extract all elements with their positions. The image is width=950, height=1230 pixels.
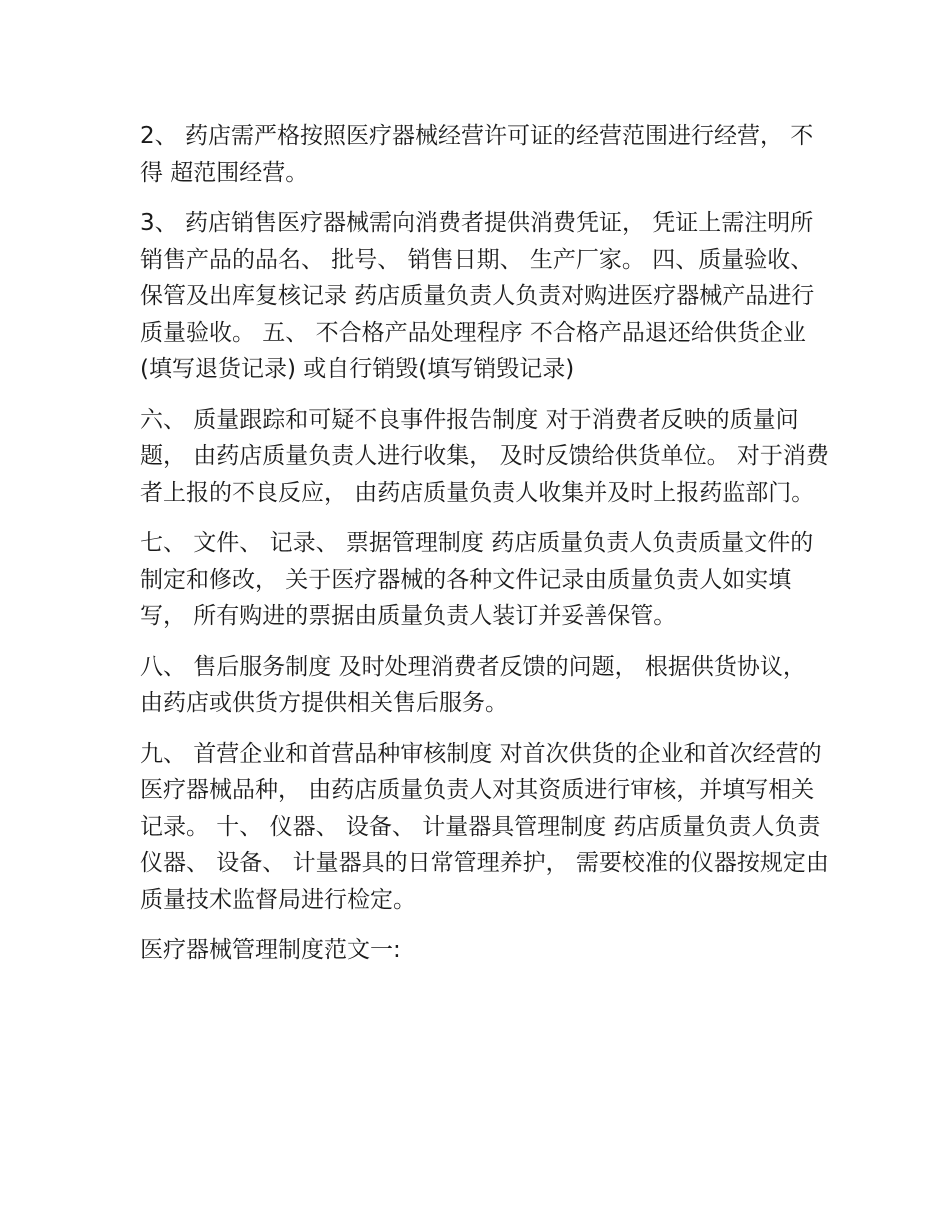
paragraph-section-8: 八、 售后服务制度 及时处理消费者反馈的问题， 根据供货协议， 由药店或供货方提供相关售后服务。 xyxy=(140,653,814,716)
document-body xyxy=(140,118,830,983)
paragraph-section-6: 六、 质量跟踪和可疑不良事件报告制度 对于消费者反映的质量问题， 由药店质量负责人进行收集， 及时反馈给供货单位。 对于消费者上报的不良反应， 由药店质量负责人收集并及时上报药监部门。 xyxy=(140,406,829,506)
paragraph-item-3: 3、 药店销售医疗器械需向消费者提供消费凭证， 凭证上需注明所销售产品的品名、 批号、 销售日期、 生产厂家。 四、质量验收、 保管及出库复核记录 药店质量负责人负责对购进医疗器械产品进行质量验收。 五、 不合格产品处理程序 不合格产品退还给供货企业(填写退货记录) 或自行销毁(填写销毁记录) xyxy=(140,210,821,382)
paragraph-heading-template: 医疗器械管理制度范文一: xyxy=(140,937,401,963)
paragraph-section-7: 七、 文件、 记录、 票据管理制度 药店质量负责人负责质量文件的制定和修改， 关于医疗器械的各种文件记录由质量负责人如实填写， 所有购进的票据由质量负责人装订并妥善保管。 xyxy=(140,530,814,629)
paragraph-item-2: 2、 药店需严格按照医疗器械经营许可证的经营范围进行经营， 不得 超范围经营。 xyxy=(140,123,814,186)
paragraph-section-9: 九、 首营企业和首营品种审核制度 对首次供货的企业和首次经营的医疗器械品种， 由药店质量负责人对其资质进行审核，并填写相关记录。 十、 仪器、 设备、 计量器具管理制度 药店质量负责人负责仪器、 设备、 计量器具的日常管理养护， 需要校准的仪器按规定由质量技术监督局进行检定。 xyxy=(140,740,829,913)
